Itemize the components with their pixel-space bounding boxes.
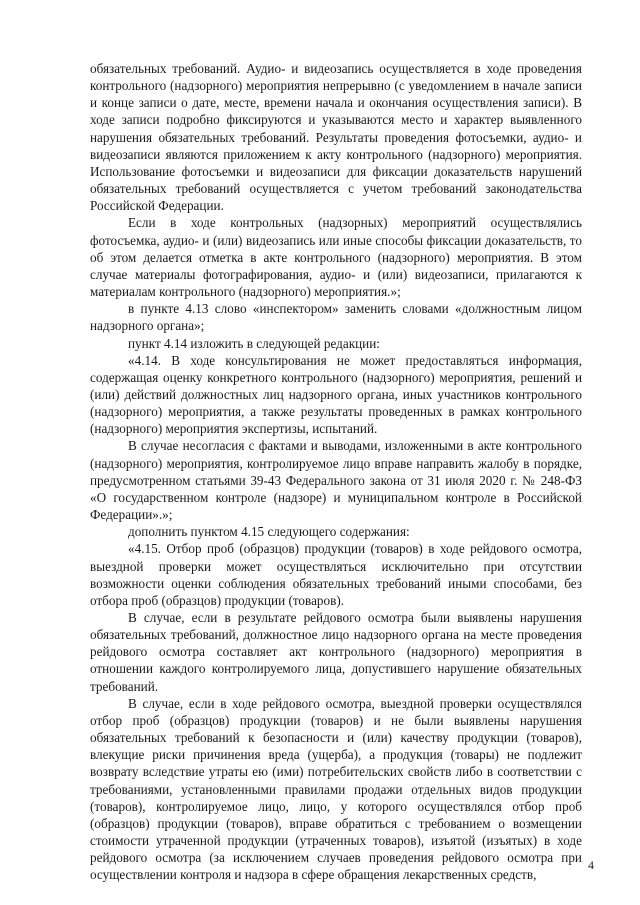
paragraph-continuation: обязательных требований. Аудио- и видеозапись осуществляется в ходе проведения контрольного (надзорного) мероприятия непрерывно (с уведомлением в начале записи и конце записи о дате, месте, времени начала и окончания осуществления записи). В ходе записи подробно фиксируются и указываются место и характер выявленного нарушения обязательных требований. Результаты проведения фотосъемки, аудио- и видеозаписи являются приложением к акту контрольного (надзорного) мероприятия. Использование фотосъемки и видеозаписи для фиксации доказательств нарушений обязательных требований осуществляется с учетом требований законодательства Российской Федерации. [90,61,582,214]
paragraph-amend-4-13: в пункте 4.13 слово «инспектором» заменить словами «должностным лицом надзорного органа»; [90,301,582,334]
paragraph-add-4-15-intro: дополнить пунктом 4.15 следующего содержания: [128,524,410,540]
paragraph-4-14: «4.14. В ходе консультирования не может предоставляться информация, содержащая оценку конкретного контрольного (надзорного) мероприятия, решений и (или) действий должностных лиц надзорного органа, иных участников контрольного (надзорного) мероприятия, а также результаты проведенных в рамках контрольного (надзорного) мероприятия экспертизы, испытаний. [90,352,582,437]
paragraph-disagreement: В случае несогласия с фактами и выводами, изложенными в акте контрольного (надзорного) мероприятия, контролируемое лицо вправе направить жалобу в порядке, предусмотренном статьями 39-43 Федерального закона от 31 июля 2020 г. № 248-ФЗ «О государственном контроле (надзоре) и муниципальном контроле в Российской Федерации».»; [90,438,582,523]
document-body [90,60,582,884]
paragraph-4-15: «4.15. Отбор проб (образцов) продукции (товаров) в ходе рейдового осмотра, выездной проверки может осуществляться исключительно при отсутствии возможности оценки соблюдения обязательных требований иными способами, без отбора проб (образцов) продукции (товаров). [90,541,582,608]
page-number: 4 [588,858,594,872]
paragraph-photo-video: Если в ходе контрольных (надзорных) мероприятий осуществлялись фотосъемка, аудио- и (или) видеозапись или иные способы фиксации доказательств, то об этом делается отметка в акте контрольного (надзорного) мероприятия. В этом случае материалы фотографирования, аудио- и (или) видеозаписи, прилагаются к материалам контрольного (надзорного) мероприятия.»; [90,215,582,300]
paragraph-raid-violations: В случае, если в результате рейдового осмотра были выявлены нарушения обязательных требований, должностное лицо надзорного органа на месте проведения рейдового осмотра составляет акт контрольного (надзорного) мероприятия в отношении каждого контролируемого лица, допустившего нарушение обязательных требований. [90,610,582,694]
paragraph-sample-compensation: В случае, если в ходе рейдового осмотра, выездной проверки осуществлялся отбор проб (образцов) продукции (товаров) и не были выявлены нарушения обязательных требований к безопасности и (или) качеству продукции (товаров), влекущие риски причинения вреда (ущерба), а продукция (товары) не подлежит возврату вследствие утраты ею (ими) потребительских свойств либо в соответствии с требованиями, установленными правилами продажи отдельных видов продукции (товаров), контролируемое лицо, лицо, у которого осуществлялся отбор проб (образцов) продукции (товаров), вправе обратиться с требованием о возмещении стоимости утраченной продукции (утраченных товаров), изъятой (изъятых) в ходе рейдового осмотра (за исключением случаев проведения рейдового осмотра при осуществлении контроля и надзора в сфере обращения лекарственных средств, [90,695,582,883]
paragraph-amend-4-14-intro: пункт 4.14 изложить в следующей редакции: [128,335,380,351]
